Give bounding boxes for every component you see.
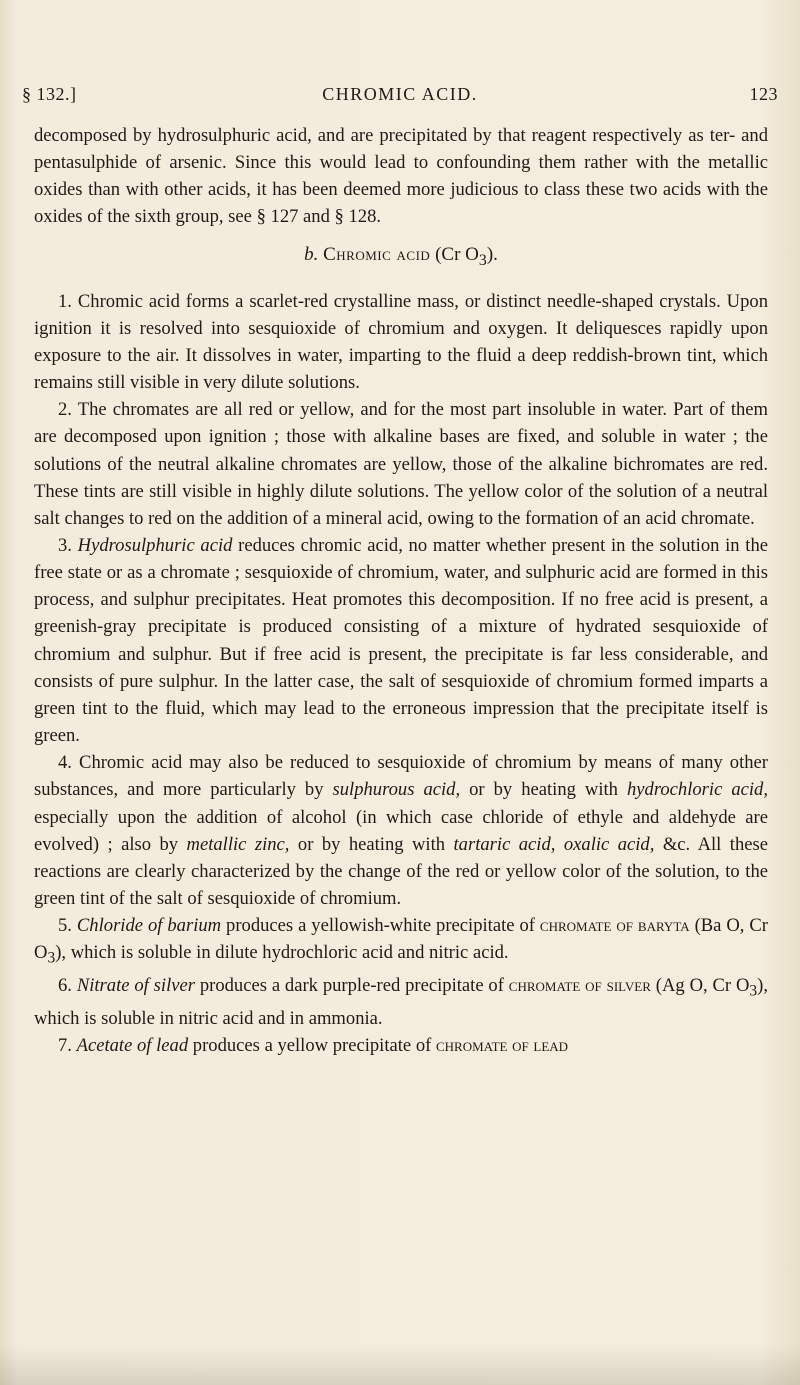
intro-paragraph: decomposed by hydrosulphuric acid, and are precipitated by that reagent respectively as ter- and pentasulphide of arsenic. Since this would lead to confounding them rather with the metallic oxides than with other acids, it has been deemed more judicious to class these two acids with the oxides of the sixth group, see § 127 and § 128. <box>34 125 768 228</box>
paragraph-5: 5. Chloride of barium produces a yellowish-white precipitate of chromate of baryta (Ba O, Cr $O_3$), which is soluble in dilute hydrochloric acid and nitric acid. <box>34 915 768 968</box>
reagent-chloride-of-barium: Chloride of barium <box>76 915 222 937</box>
running-header <box>22 84 778 112</box>
reagent-hydrochloric-acid: hydrochloric acid, <box>626 779 768 801</box>
section-letter: b. <box>304 243 319 265</box>
compound-chromate-of-baryta: chromate of baryta <box>539 915 690 937</box>
page-edge-shadow <box>0 1345 800 1385</box>
paragraph-4: 4. Chromic acid may also be reduced to sesquioxide of chromium by means of many other substances, and more particularly by sulphurous acid, or by heating with hydrochloric acid, especially upon the addition of alcohol (in which case chloride of ethyle and aldehyde are evolved) ; also by metallic zinc, or by heating with tartaric acid, oxalic acid, &c. All these reactions are clearly characterized by the change of the red or yellow color of the solution, to the green tint of the salt of sesquioxide of chromium. <box>34 752 768 910</box>
reagent-acetate-of-lead: Acetate of lead <box>76 1035 189 1057</box>
running-title: CHROMIC ACID. <box>322 84 478 104</box>
reagent-tartaric-oxalic-acid: tartaric acid, oxalic acid, <box>453 833 655 855</box>
page-number: 123 <box>749 84 778 104</box>
section-name: Chromic acid <box>323 243 431 265</box>
reagent-metallic-zinc: metallic zinc, <box>186 833 290 855</box>
compound-chromate-of-silver: chromate of silver <box>508 975 651 997</box>
section-formula: (Cr $O_3$). <box>435 243 498 269</box>
reagent-hydrosulphuric-acid: Hydrosulphuric acid <box>77 534 233 556</box>
paragraph-2: 2. The chromates are all red or yellow, and for the most part insoluble in water. Part of them are decomposed upon ignition ; those with alkaline bases are fixed, and soluble in water ; the solutions of the neutral alkaline chromates are yellow, those of the alkaline bichromates are red. These tints are still visible in highly dilute solutions. The yellow color of the solution of a neutral salt changes to red on the addition of a mineral acid, owing to the formation of an acid chromate. <box>34 399 768 529</box>
reagent-nitrate-of-silver: Nitrate of silver <box>76 975 195 997</box>
paragraph-6: 6. Nitrate of silver produces a dark purple-red precipitate of chromate of silver (Ag O, Cr $O_3$), which is soluble in nitric acid and in ammonia. <box>34 975 768 1030</box>
paragraph-1: 1. Chromic acid forms a scarlet-red crystalline mass, or distinct needle-shaped crystals. Upon ignition it is resolved into sesquioxide of chromium and oxygen. It deliquesces rapidly upon exposure to the air. It dissolves in water, imparting to the fluid a deep reddish-brown tint, which remains still visible in very dilute solutions. <box>34 290 768 394</box>
page-body <box>34 122 768 1059</box>
reagent-sulphurous-acid: sulphurous acid, <box>332 779 461 801</box>
formula-chromate-of-silver: (Ag O, Cr $O_3$), <box>655 975 768 1000</box>
section-reference: § 132.] <box>22 84 77 104</box>
paragraph-3: 3. Hydrosulphuric acid reduces chromic acid, no matter whether present in the solution in the free state or as a chromate ; sesquioxide of chromium, water, and sulphuric acid are formed in this process, and sulphur precipitates. Heat promotes this decomposition. If no free acid is present, a greenish-gray precipitate is produced consisting of a mixture of hydrated sesquioxide of chromium and sulphur. But if free acid is present, the precipitate is far less considerable, and consists of pure sulphur. In the latter case, the salt of sesquioxide of chromium formed imparts a green tint to the fluid, which may lead to the erroneous impression that the precipitate itself is green. <box>34 534 768 747</box>
section-heading <box>34 241 768 274</box>
paragraph-7: 7. Acetate of lead produces a yellow precipitate of chromate of lead <box>58 1035 569 1057</box>
compound-chromate-of-lead: chromate of lead <box>435 1035 569 1057</box>
formula-chromate-of-baryta: (Ba O, Cr $O_3$), <box>34 915 768 968</box>
